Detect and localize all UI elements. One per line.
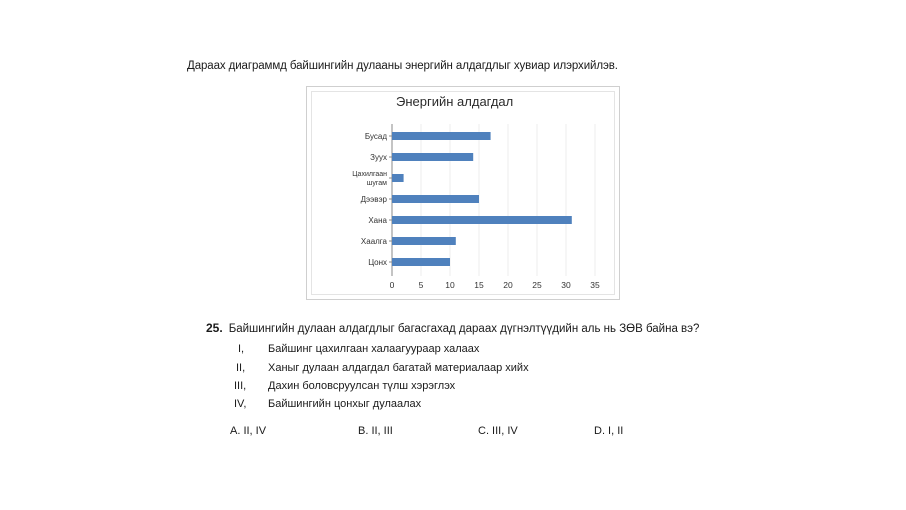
bar-4 (392, 195, 479, 203)
x-tick-label: 20 (503, 280, 513, 290)
bar-5 (392, 216, 572, 224)
x-tick-label: 30 (561, 280, 571, 290)
category-label: Цонх (368, 258, 387, 267)
category-label: Дээвэр (360, 195, 387, 204)
answer-d[interactable]: D. I, II (594, 425, 624, 437)
category-label: Хана (368, 216, 387, 225)
category-label: шугам (366, 180, 387, 187)
statement-numeral: I, (238, 343, 245, 355)
statement-text: Байшинг цахилгаан халаагуураар халаах (268, 343, 480, 355)
answer-a[interactable]: A. II, IV (230, 425, 267, 437)
statement-numeral: III, (234, 380, 247, 392)
statement-text: Ханыг дулаан алдагдал багатай материалаар хийх (268, 362, 529, 374)
category-label: Бусад (364, 132, 387, 141)
question-number: 25. (206, 321, 223, 335)
x-tick-label: 10 (445, 280, 455, 290)
question-line (206, 321, 699, 335)
bar-3 (392, 174, 404, 182)
statement-text: Байшингийн цонхыг дулаалах (268, 398, 422, 410)
category-label: Цахилгаан (352, 171, 387, 178)
x-tick-label: 35 (590, 280, 600, 290)
category-label: Хаалга (360, 237, 387, 246)
statement-numeral: II, (236, 362, 246, 374)
bar-6 (392, 237, 456, 245)
chart-title: Энергийн алдагдал (396, 94, 514, 109)
statement-text: Дахин боловсруулсан түлш хэрэглэх (268, 380, 456, 392)
question-text: Байшингийн дулаан алдагдлыг багасгахад дараах дүгнэлтүүдийн аль нь ЗӨВ байна вэ? (228, 323, 700, 335)
bar-chart (306, 86, 618, 298)
x-tick-label: 25 (532, 280, 542, 290)
answer-b[interactable]: B. II, III (358, 425, 393, 437)
statement-numeral: IV, (234, 398, 247, 410)
category-label: Зуух (370, 153, 387, 162)
x-tick-label: 0 (389, 280, 395, 290)
bar-1 (392, 132, 491, 140)
bar-2 (392, 153, 473, 161)
x-tick-label: 15 (474, 280, 484, 290)
intro-text: Дараах диаграммд байшингийн дулааны энергийн алдагдлыг хувиар илэрхийлэв. (187, 60, 618, 72)
x-tick-label: 5 (418, 280, 424, 290)
bar-7 (392, 258, 450, 266)
answer-c[interactable]: C. III, IV (478, 425, 518, 437)
